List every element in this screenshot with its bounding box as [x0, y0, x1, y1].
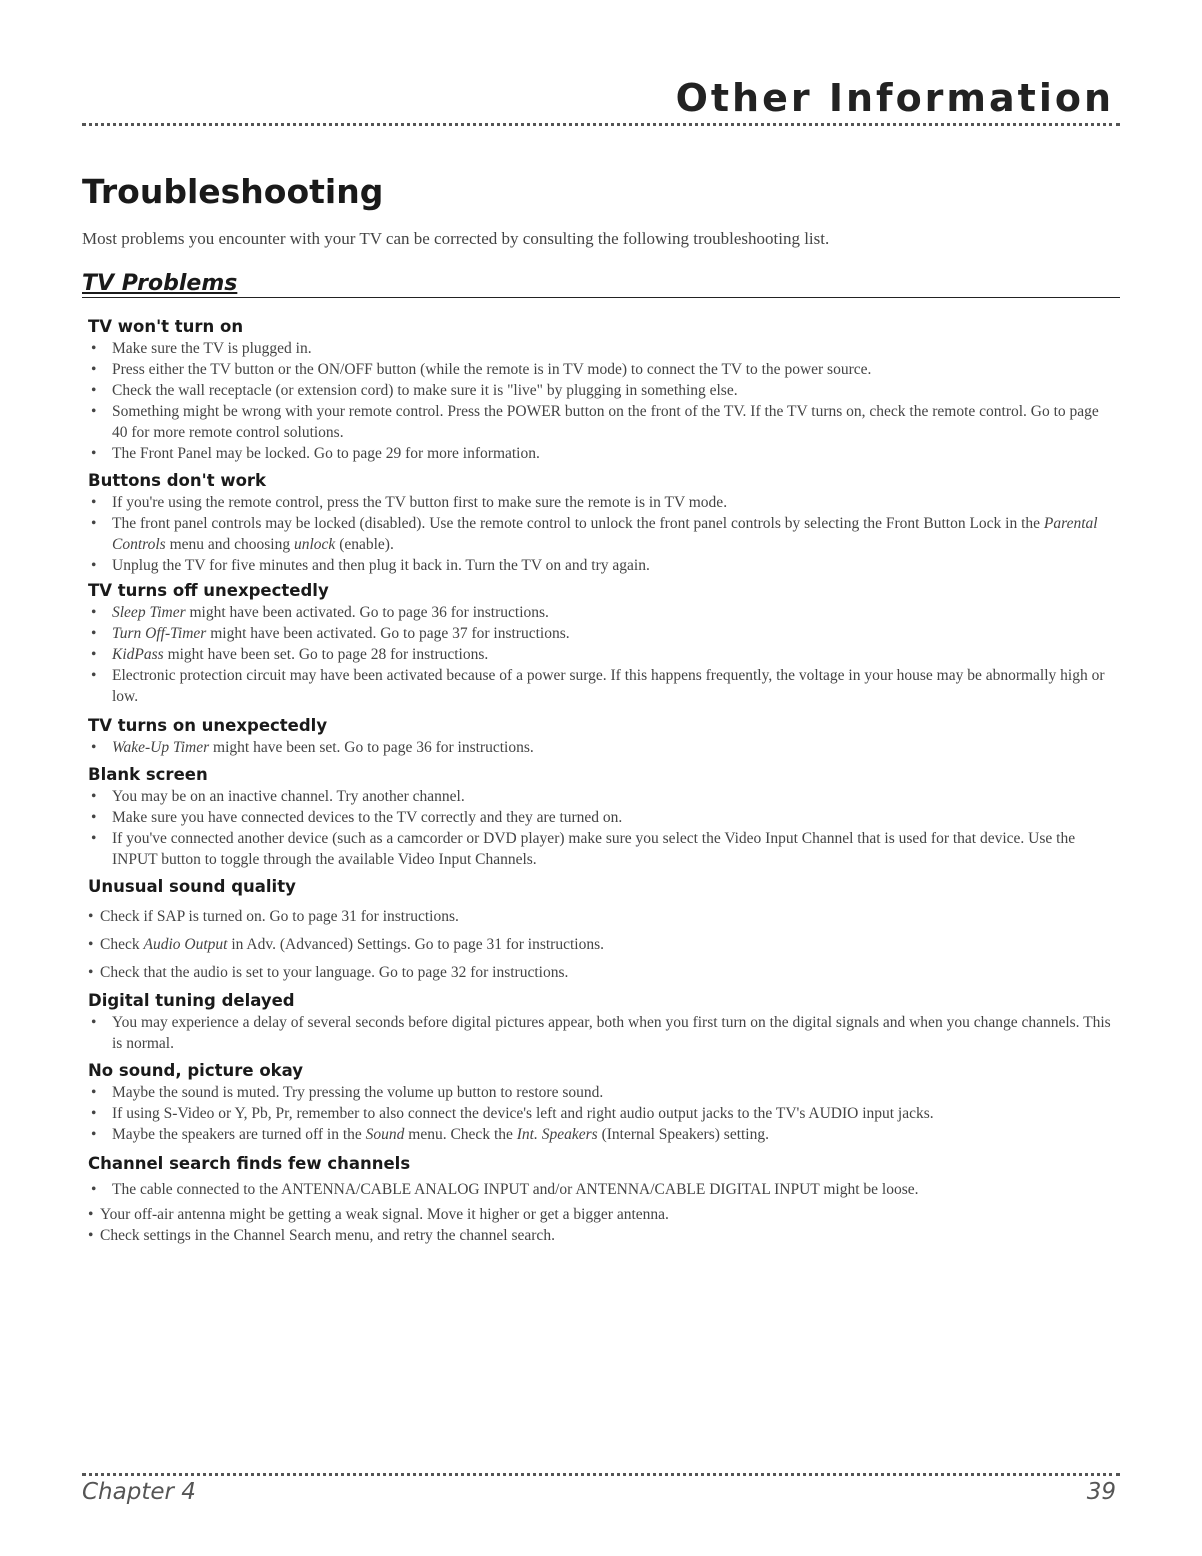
list-item: • If you're using the remote control, press the TV button first to make sure the remote is in TV mode.: [91, 494, 728, 511]
group-title: No sound, picture okay: [88, 1061, 304, 1080]
page-number: 39: [1086, 1479, 1116, 1505]
bullet-icon: •: [88, 964, 94, 981]
bullet-icon: •: [91, 830, 97, 847]
list-item: • Electronic protection circuit may have been activated because of a power surge. If this happens frequently, the voltage in your house may be abnormally high or low.: [91, 667, 1105, 705]
bullet-icon: •: [91, 515, 97, 532]
list-item: • If you've connected another device (such as a camcorder or DVD player) make sure you select the Video Input Channel that is used for that device. Use the INPUT button to toggle through the available Video Input Channels.: [91, 830, 1076, 868]
list-item: • Maybe the sound is muted. Try pressing the volume up button to restore sound.: [91, 1084, 604, 1101]
group-buttons-dont-work: [88, 470, 1118, 576]
header-divider: [82, 123, 1120, 126]
group-channel-search: [88, 1153, 1118, 1246]
list-item: • Check Audio Output in Adv. (Advanced) Settings. Go to page 31 for instructions.: [88, 936, 604, 953]
bullet-icon: •: [91, 739, 97, 756]
bullet-icon: •: [88, 1206, 94, 1223]
list-item: • Check settings in the Channel Search menu, and retry the channel search.: [88, 1227, 555, 1244]
bullet-icon: •: [91, 403, 97, 420]
section-divider: [82, 297, 1120, 298]
group-title: Buttons don't work: [88, 471, 267, 490]
page-title: Troubleshooting: [82, 172, 384, 211]
bullet-icon: •: [88, 936, 94, 953]
bullet-icon: •: [91, 1181, 97, 1198]
list-item: • Press either the TV button or the ON/OFF button (while the remote is in TV mode) to connect the TV to the power source.: [91, 361, 872, 378]
list-item: • Make sure you have connected devices to the TV correctly and they are turned on.: [91, 809, 623, 826]
list-item: • The cable connected to the ANTENNA/CABLE ANALOG INPUT and/or ANTENNA/CABLE DIGITAL INPUT might be loose.: [91, 1181, 919, 1198]
bullet-icon: •: [91, 646, 97, 663]
list-item: • Turn Off-Timer might have been activated. Go to page 37 for instructions.: [91, 625, 570, 642]
list-item: • KidPass might have been set. Go to page 28 for instructions.: [91, 646, 489, 663]
group-title: Digital tuning delayed: [88, 991, 295, 1010]
bullet-icon: •: [91, 667, 97, 684]
header-title: Other Information: [675, 76, 1114, 120]
bullet-icon: •: [91, 445, 97, 462]
list-item: • Maybe the speakers are turned off in the Sound menu. Check the Int. Speakers (Internal Speakers) setting.: [91, 1126, 769, 1143]
bullet-icon: •: [91, 788, 97, 805]
troubleshooting-list: [88, 312, 1118, 1246]
list-item: • Check the wall receptacle (or extension cord) to make sure it is "live" by plugging in something else.: [91, 382, 738, 399]
group-title: Channel search finds few channels: [88, 1154, 411, 1173]
bullet-icon: •: [91, 1084, 97, 1101]
list-item: • Something might be wrong with your remote control. Press the POWER button on the front of the TV. If the TV turns on, check the remote control. Go to page 40 for more remote control solutions.: [91, 403, 1099, 441]
bullet-icon: •: [91, 494, 97, 511]
list-item: • Unplug the TV for five minutes and then plug it back in. Turn the TV on and try again.: [91, 557, 650, 574]
section-title: TV Problems: [82, 271, 238, 296]
bullet-icon: •: [88, 908, 94, 925]
list-item: • Sleep Timer might have been activated. Go to page 36 for instructions.: [91, 604, 549, 621]
footer-divider: [82, 1473, 1120, 1476]
group-title: TV turns on unexpectedly: [88, 716, 328, 735]
group-digital-tuning: [88, 990, 1118, 1054]
group-title: TV turns off unexpectedly: [88, 581, 329, 600]
bullet-icon: •: [91, 361, 97, 378]
list-item: • If using S-Video or Y, Pb, Pr, remember to also connect the device's left and right audio output jacks to the TV's AUDIO input jacks.: [91, 1105, 934, 1122]
group-tv-wont-turn-on: [88, 316, 1118, 464]
list-item: • Check that the audio is set to your language. Go to page 32 for instructions.: [88, 964, 569, 981]
bullet-icon: •: [91, 625, 97, 642]
group-unusual-sound: [88, 876, 1118, 983]
list-item: • Make sure the TV is plugged in.: [91, 340, 312, 357]
group-tv-turns-off: [88, 580, 1118, 707]
bullet-icon: •: [91, 1126, 97, 1143]
group-no-sound: [88, 1060, 1118, 1145]
bullet-icon: •: [91, 340, 97, 357]
bullet-icon: •: [91, 809, 97, 826]
intro-text: Most problems you encounter with your TV can be corrected by consulting the following troubleshooting list.: [82, 229, 830, 248]
bullet-icon: •: [88, 1227, 94, 1244]
footer-chapter: Chapter 4: [82, 1479, 196, 1505]
list-item: • Wake-Up Timer might have been set. Go to page 36 for instructions.: [91, 739, 534, 756]
list-item: • Your off-air antenna might be getting a weak signal. Move it higher or get a bigger antenna.: [88, 1206, 669, 1223]
group-title: Unusual sound quality: [88, 877, 296, 896]
bullet-icon: •: [91, 557, 97, 574]
bullet-icon: •: [91, 1014, 97, 1031]
list-item: • You may be on an inactive channel. Try another channel.: [91, 788, 465, 805]
list-item: • The Front Panel may be locked. Go to page 29 for more information.: [91, 445, 540, 462]
list-item: • Check if SAP is turned on. Go to page 31 for instructions.: [88, 908, 459, 925]
group-title: TV won't turn on: [88, 317, 244, 336]
bullet-icon: •: [91, 382, 97, 399]
bullet-icon: •: [91, 604, 97, 621]
group-title: Blank screen: [88, 765, 208, 784]
bullet-icon: •: [91, 1105, 97, 1122]
group-tv-turns-on: [88, 715, 1118, 758]
group-blank-screen: [88, 764, 1118, 870]
list-item: • The front panel controls may be locked (disabled). Use the remote control to unlock the front panel controls by selecting the Front Button Lock in the Parental Controls menu and choosing unlock (enable).: [91, 515, 1098, 553]
list-item: • You may experience a delay of several seconds before digital pictures appear, both when you first turn on the digital signals and when you change channels. This is normal.: [91, 1014, 1111, 1052]
